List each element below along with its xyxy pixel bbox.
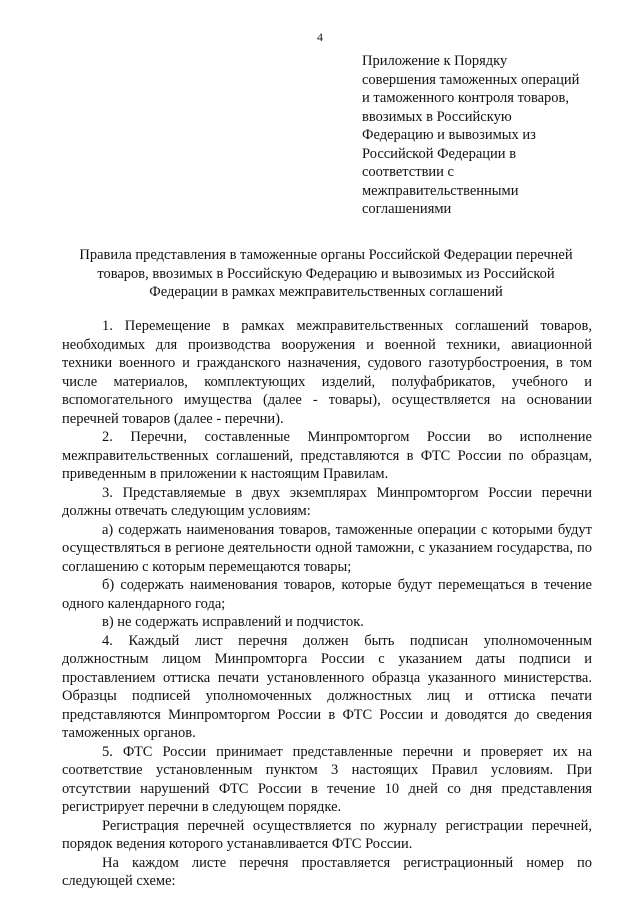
paragraph-2: 2. Перечни, составленные Минпромторгом России во исполнение межправительственных соглашений, представляются в ФТС России по образцам, приведенным в приложении к настоящим Правилам. xyxy=(62,429,592,482)
appendix-line: и таможенного контроля товаров, xyxy=(362,90,570,106)
appendix-line: межправительственными xyxy=(362,182,519,199)
appendix-line: ввозимых в Российскую xyxy=(362,108,512,125)
paragraph-4: 4. Каждый лист перечня должен быть подписан уполномоченным должностным лицом Минпромторга России с указанием даты подписи и проставлением оттиска печати установленного образца указанного министерства. Образцы подписей уполномоченных должностных лиц и оттиска печати представляются Минпромторгом России в ФТС России и доводятся до сведения таможенных органов. xyxy=(62,632,592,741)
page-number: 4 xyxy=(317,30,323,44)
appendix-line: Федерацию и вывозимых из xyxy=(362,127,536,143)
appendix-line: совершения таможенных операций xyxy=(362,71,580,88)
paragraph-3b: б) содержать наименования товаров, которые будут перемещаться в течение одного календарного года; xyxy=(62,577,592,612)
paragraph-1: 1. Перемещение в рамках межправительственных соглашений товаров, необходимых для производства вооружения и военной техники, авиационной техники военного и гражданского назначения, судового газотурбостроения, в том числе материалов, комплектующих изделий, полуфабрикатов, учебного и вспомогательного имущества (далее - товары), осуществляется на основании перечней товаров (далее - перечни). xyxy=(62,318,592,427)
appendix-line: Российской Федерации в xyxy=(362,145,517,162)
document-title xyxy=(40,246,612,302)
appendix-line: соглашениями xyxy=(362,201,452,217)
paragraph-3a: а) содержать наименования товаров, таможенные операции с которыми будут осуществляться в регионе деятельности одной таможни, с указанием государства, по соглашению с которым перемещаются товары; xyxy=(62,521,592,575)
paragraph-numbering: На каждом листе перечня проставляется регистрационный номер по следующей схеме: xyxy=(62,854,592,889)
title-line: Федерации в рамках межправительственных соглашений xyxy=(149,284,503,300)
appendix-line: Приложение к Порядку xyxy=(362,53,508,69)
paragraph-5: 5. ФТС России принимает представленные перечни и проверяет их на соответствие установленным пунктом 3 настоящих Правил условиям. При отсутствии нарушений ФТС России в течение 10 дней со дня представления регистрирует перечни в следующем порядке. xyxy=(62,743,592,815)
appendix-line: соответствии с xyxy=(362,164,454,180)
document-body xyxy=(62,317,592,891)
paragraph-3c: в) не содержать исправлений и подчисток. xyxy=(102,614,364,630)
title-line: Правила представления в таможенные органы Российской Федерации перечней xyxy=(79,247,573,263)
paragraph-3: 3. Представляемые в двух экземплярах Минпромторгом России перечни должны отвечать следующим условиям: xyxy=(62,484,592,519)
appendix-header xyxy=(362,52,612,219)
paragraph-registration: Регистрация перечней осуществляется по журналу регистрации перечней, порядок ведения которого устанавливается ФТС России. xyxy=(62,817,592,852)
title-line: товаров, ввозимых в Российскую Федерацию и вывозимых из Российской xyxy=(97,265,555,282)
